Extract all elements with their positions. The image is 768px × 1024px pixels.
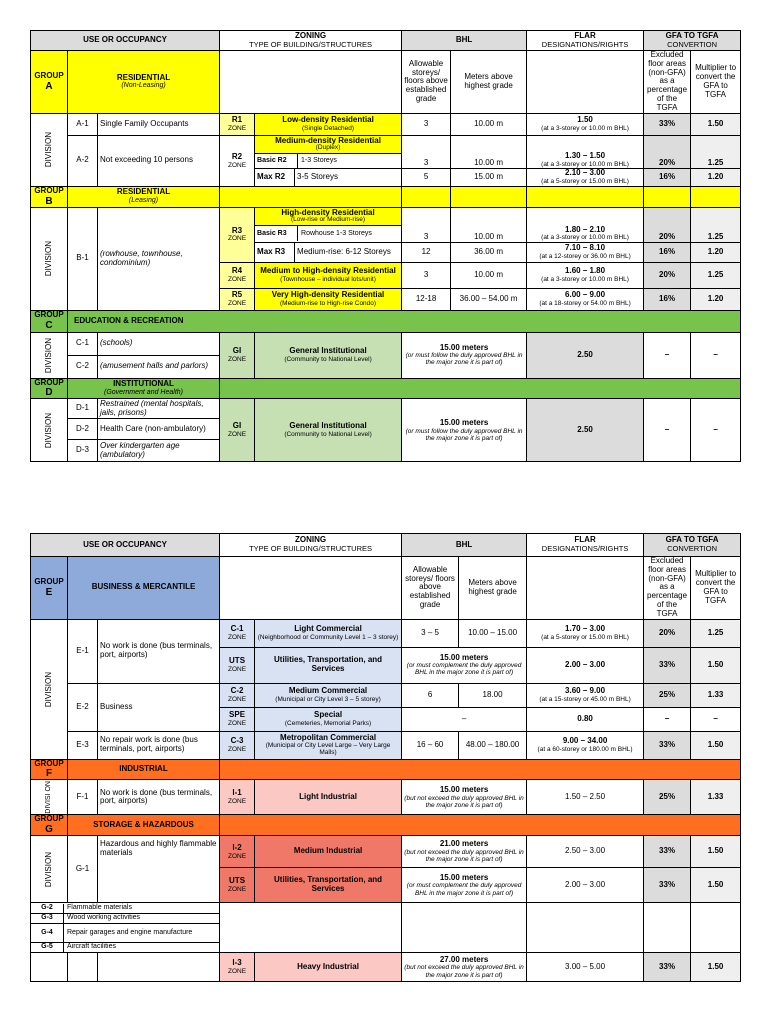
division-label: DIVISION <box>43 132 53 168</box>
zone-r1-name: Low-density Residential (Single Detached) <box>255 113 402 135</box>
zone-c2: C-2 ZONE <box>220 683 255 707</box>
group-c-name: EDUCATION & RECREATION <box>68 310 741 332</box>
group-d-name: INSTITUTIONAL (Government and Health) <box>68 378 220 399</box>
group-b-label: GROUP B <box>31 186 68 207</box>
r3-max-row: Max R3 Medium-rise: 6-12 Storeys 12 36.00 m 7.10 – 8.10 (at a 12-storey or 36.00 m BHL) 16% 1.20 <box>31 242 741 262</box>
g1-i2-row: DIVISION G-1 Hazardous and highly flammable materials I-2 ZONE Medium Industrial 21.00 meters (but not exceed the duly approved BHL in the major zone it is part of) 2.50 – 3.00 33% 1.50 <box>31 836 741 868</box>
use-header: USE OR OCCUPANCY <box>31 31 220 51</box>
a2-max-row: Max R2 3-5 Storeys 5 15.00 m 2.10 – 3.00 (at a 5-storey or 15.00 m BHL) 16% 1.20 <box>31 168 741 186</box>
zone-r4: R4 ZONE <box>220 262 255 288</box>
header-row-2: USE OR OCCUPANCY ZONING TYPE OF BUILDING/STRUCTURES BHL FLAR DESIGNATIONS/RIGHTS GFA TO TGFA CONVERTION <box>31 534 741 557</box>
group-d-label: GROUP D <box>31 378 68 399</box>
zone-r2: R2 ZONE <box>220 135 255 186</box>
group-a-label: GROUP A <box>31 51 68 114</box>
flar-header: FLAR DESIGNATIONS/RIGHTS <box>527 31 644 51</box>
zoning-header: ZONING TYPE OF BUILDING/STRUCTURES <box>220 31 402 51</box>
zone-uts-e: UTS ZONE <box>220 647 255 683</box>
zone-i3: I-3 ZONE <box>220 953 255 982</box>
c1-row: DIVISION C-1 (schools) GI ZONE General Institutional (Community to National Level) 15.00 meters (or must follow the duly approved BHL in the major zone it is part of) 2.50 – – <box>31 332 741 355</box>
header-row <box>31 31 741 51</box>
zone-c1: C-1 ZONE <box>220 619 255 647</box>
meters-above-header: Meters above highest grade <box>451 51 527 114</box>
i3-row: I-3 ZONE Heavy Industrial 27.00 meters (but not exceed the duly approved BHL in the major zone it is part of) 3.00 – 5.00 33% 1.50 <box>31 953 741 982</box>
group-d-row <box>31 378 741 399</box>
group-g-label: GROUP G <box>31 815 68 836</box>
d3-row: D-3 Over kindergarten age (ambulatory) <box>31 440 741 462</box>
allowable-storeys-header: Allowable storeys/ floors above established grade <box>402 51 451 114</box>
zone-i1: I-1 ZONE <box>220 780 255 815</box>
desc-b1: (rowhouse, townhouse, condominium) <box>98 207 220 310</box>
g1-uts-row: UTS ZONE Utilities, Transportation, and Services 15.00 meters (or must complement the duly approved BHL in the major zone it is part of) 2.00 – 3.00 33% 1.50 <box>31 868 741 903</box>
zone-i2: I-2 ZONE <box>220 836 255 868</box>
zone-gi-c: GI ZONE <box>220 332 255 378</box>
e1-uts-row: UTS ZONE Utilities, Transportation, and Services 15.00 meters (or must complement the duly approved BHL in the major zone it is part of) 2.00 – 3.00 33% 1.50 <box>31 647 741 683</box>
group-e-row: GROUP E BUSINESS & MERCANTILE Allowable storeys/ floors above established grade Meters above highest grade Excluded floor areas (non-GFA) as a percentage of the TGFA Multiplier to convert the GFA to TGFA <box>31 557 741 620</box>
zone-r5: R5 ZONE <box>220 288 255 310</box>
group-a-name: RESIDENTIAL (Non-Leasing) <box>68 51 220 114</box>
group-a-row <box>31 51 741 114</box>
group-c-row <box>31 310 741 332</box>
group-g-row <box>31 815 741 836</box>
group-c-label: GROUP C <box>31 310 68 332</box>
g2-g5-row: G-2 Flammable materials G-3 Wood working activities G-4 Repair garages and engine manufacture G-5 Aircraft facilities <box>31 903 741 953</box>
zone-r3: R3 ZONE <box>220 207 255 262</box>
d2-row: D-2 Health Care (non-ambulatory) <box>31 419 741 440</box>
e2-c2-row: E-2 Business C-2 ZONE Medium Commercial (Municipal or City Level 3 – 5 storey) 6 18.00 3.60 – 9.00 (at a 15-storey or 45.00 m BHL) 25% 1.33 <box>31 683 741 707</box>
zone-gi-d: GI ZONE <box>220 399 255 462</box>
code-a1: A-1 <box>68 113 98 135</box>
group-f-label: GROUP F <box>31 759 68 780</box>
code-b1: B-1 <box>68 207 98 310</box>
a2-basic-row: A-2 Not exceeding 10 persons R2 ZONE Medium-density Residential (Duplex) Basic R2 1-3 Storeys 3 10.00 m 1.30 – 1.50 (at a 3-storey or 10.00 m BHL) 20% 1.25 <box>31 135 741 168</box>
group-b-name: RESIDENTIAL (Leasing) <box>68 186 220 207</box>
code-a2: A-2 <box>68 135 98 186</box>
zone-uts-g: UTS ZONE <box>220 868 255 903</box>
r4-row: R4 ZONE Medium to High-density Residential (Townhouse – individual lots/unit) 3 10.00 m 1.60 – 1.80 (at a 3-storey or 10.00 m BHL) 20% 1.25 <box>31 262 741 288</box>
zone-r3-name: High-density Residential (Low-rise or Medium-rise) <box>255 208 401 226</box>
group-e-name: BUSINESS & MERCANTILE <box>68 557 220 620</box>
zone-spe: SPE ZONE <box>220 707 255 731</box>
gfa-header: GFA TO TGFA CONVERTION <box>644 31 741 51</box>
e1-c1-row: DIVISION E-1 No work is done (bus terminals, port, airports) C-1 ZONE Light Commercial (Neighborhood or Community Level 1 – 3 storey) 3 – 5 10.00 – 15.00 1.70 – 3.00 (at a 5-storey or 15.00 m BHL) 20% 1.25 <box>31 619 741 647</box>
a1-row: DIVISION A-1 Single Family Occupants R1 ZONE Low-density Residential (Single Detached) 3 10.00 m 1.50 (at a 3-storey or 10.00 m BHL) 33% 1.50 <box>31 113 741 135</box>
group-g-name: STORAGE & HAZARDOUS <box>68 815 220 836</box>
e3-c3-row: E-3 No repair work is done (bus terminals, port, airports) C-3 ZONE Metropolitan Commercial (Municipal or City Level Large – Very Large Malls) 16 – 60 48.00 – 180.00 9.00 – 34.00 (at a 60-storey or 180.00 m BHL) 33% 1.50 <box>31 731 741 759</box>
c2-row: C-2 (amusement halls and parlors) <box>31 355 741 378</box>
r3-basic-row: DIVISION B-1 (rowhouse, townhouse, condominium) R3 ZONE High-density Residential (Low-rise or Medium-rise) Basic R3 Rowhouse 1-3 Storeys 3 10.00 m 1.80 – 2.10 (at a 3-storey or 10.00 m BHL) 20% 1.25 <box>31 207 741 242</box>
multiplier-header: Multiplier to convert the GFA to TGFA <box>691 51 741 114</box>
zoning-table-1 <box>30 30 741 462</box>
group-f-row <box>31 759 741 780</box>
zone-c3: C-3 ZONE <box>220 731 255 759</box>
f1-row: DIVISI ON F-1 No work is done (bus terminals, port, airports) I-1 ZONE Light Industrial 15.00 meters (but not exceed the duly approved BHL in the major zone it is part of) 1.50 – 2.50 25% 1.33 <box>31 780 741 815</box>
group-f-name: INDUSTRIAL <box>68 759 220 780</box>
e2-spe-row: SPE ZONE Special (Cemeteries, Memorial Parks) – 0.80 – – <box>31 707 741 731</box>
group-b-row <box>31 186 741 207</box>
d1-row: DIVISION D-1 Restrained (mental hospitals, jails, prisons) GI ZONE General Institutional (Community to National Level) 15.00 meters (or must follow the duly approved BHL in the major zone it is part of) 2.50 – – <box>31 399 741 419</box>
desc-a1: Single Family Occupants <box>98 113 220 135</box>
desc-a2: Not exceeding 10 persons <box>98 135 220 186</box>
r5-row: R5 ZONE Very High-density Residential (Medium-rise to High-rise Condo) 12-18 36.00 – 54.00 m 6.00 – 9.00 (at a 18-storey or 54.00 m BHL) 16% 1.20 <box>31 288 741 310</box>
group-e-label: GROUP E <box>31 557 68 620</box>
zone-r2-name: Medium-density Residential (Duplex) <box>255 136 401 154</box>
zoning-table-2 <box>30 533 741 982</box>
excluded-floor-header: Excluded floor areas (non-GFA) as a percentage of the TGFA <box>644 51 691 114</box>
bhl-header: BHL <box>402 31 527 51</box>
zone-r1: R1 ZONE <box>220 113 255 135</box>
